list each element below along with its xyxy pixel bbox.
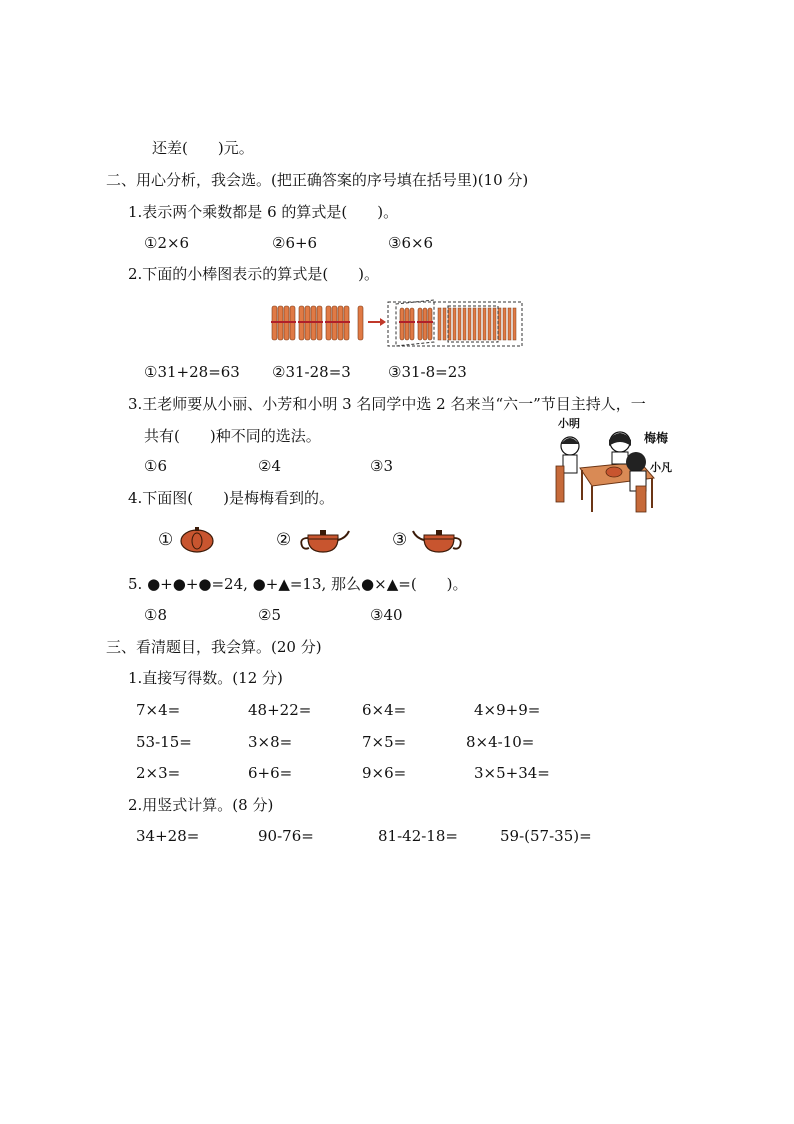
teapot-option-3-icon [412,524,466,554]
calc-r1-c3: 6×4= [362,701,407,719]
continuation-line: 还差( )元。 [152,139,254,157]
q2-text: 2.下面的小棒图表示的算式是( )。 [128,265,380,283]
calc-r2-c2: 3×8= [248,733,293,751]
q1-text: 1.表示两个乘数都是 6 的算式是( )。 [128,203,399,221]
stick-bundle-figure [268,298,528,350]
q5-option-3: ③40 [370,606,403,624]
children-table-figure [552,416,682,516]
vertical-calc-3: 81-42-18= [378,827,458,845]
section2-heading: 二、用心分析，我会选。(把正确答案的序号填在括号里)(10 分) [106,171,529,189]
calc-r3-c1: 2×3= [136,764,181,782]
stick-box-right [388,300,522,346]
q3-text-line1: 3.王老师要从小丽、小芳和小明 3 名同学中选 2 名来当“六一”节目主持人，一 [128,395,646,413]
calc-r3-c3: 9×6= [362,764,407,782]
q1-option-1: ①2×6 [144,234,190,252]
q3-option-1: ①6 [144,457,167,475]
teapot-option-1-icon [178,524,216,554]
q5-text: 5. ●+●+●=24, ●+▲=13, 那么●×▲=( )。 [128,575,468,593]
calc-r1-c2: 48+22= [248,701,312,719]
calc-r1-c4: 4×9+9= [474,701,541,719]
q5-option-1: ①8 [144,606,167,624]
q5-option-2: ②5 [258,606,281,624]
calc-r2-c4: 8×4-10= [466,733,535,751]
vertical-calc-4: 59-(57-35)= [500,827,592,845]
q1-option-3: ③6×6 [388,234,434,252]
label-meimei: 梅梅 [644,431,669,445]
q3-option-2: ②4 [258,457,281,475]
calc-r2-c3: 7×5= [362,733,407,751]
q2-option-1: ①31+28=63 [144,363,240,381]
calc-r2-c1: 53-15= [136,733,192,751]
sub1-title: 1.直接写得数。(12 分) [128,669,283,687]
q4-text: 4.下面图( )是梅梅看到的。 [128,489,335,507]
teapot-option-2-icon [296,524,350,554]
q4-option-1-label: ① [158,530,174,550]
stick-bundles-left [271,306,363,340]
q4-option-2-label: ② [276,530,292,550]
q3-option-3: ③3 [370,457,393,475]
label-xiaoming: 小明 [558,417,580,430]
q4-option-3-label: ③ [392,530,408,550]
vertical-calc-1: 34+28= [136,827,200,845]
vertical-calc-2: 90-76= [258,827,314,845]
section3-heading: 三、看清题目，我会算。(20 分) [106,638,322,656]
label-xiaofan: 小凡 [650,461,672,474]
q1-option-2: ②6+6 [272,234,318,252]
q2-option-2: ②31-28=3 [272,363,351,381]
calc-r3-c2: 6+6= [248,764,293,782]
arrow-icon [368,318,386,326]
q3-text-line2: 共有( )种不同的选法。 [144,427,321,445]
calc-r3-c4: 3×5+34= [474,764,550,782]
calc-r1-c1: 7×4= [136,701,181,719]
sub2-title: 2.用竖式计算。(8 分) [128,796,274,814]
q2-option-3: ③31-8=23 [388,363,467,381]
